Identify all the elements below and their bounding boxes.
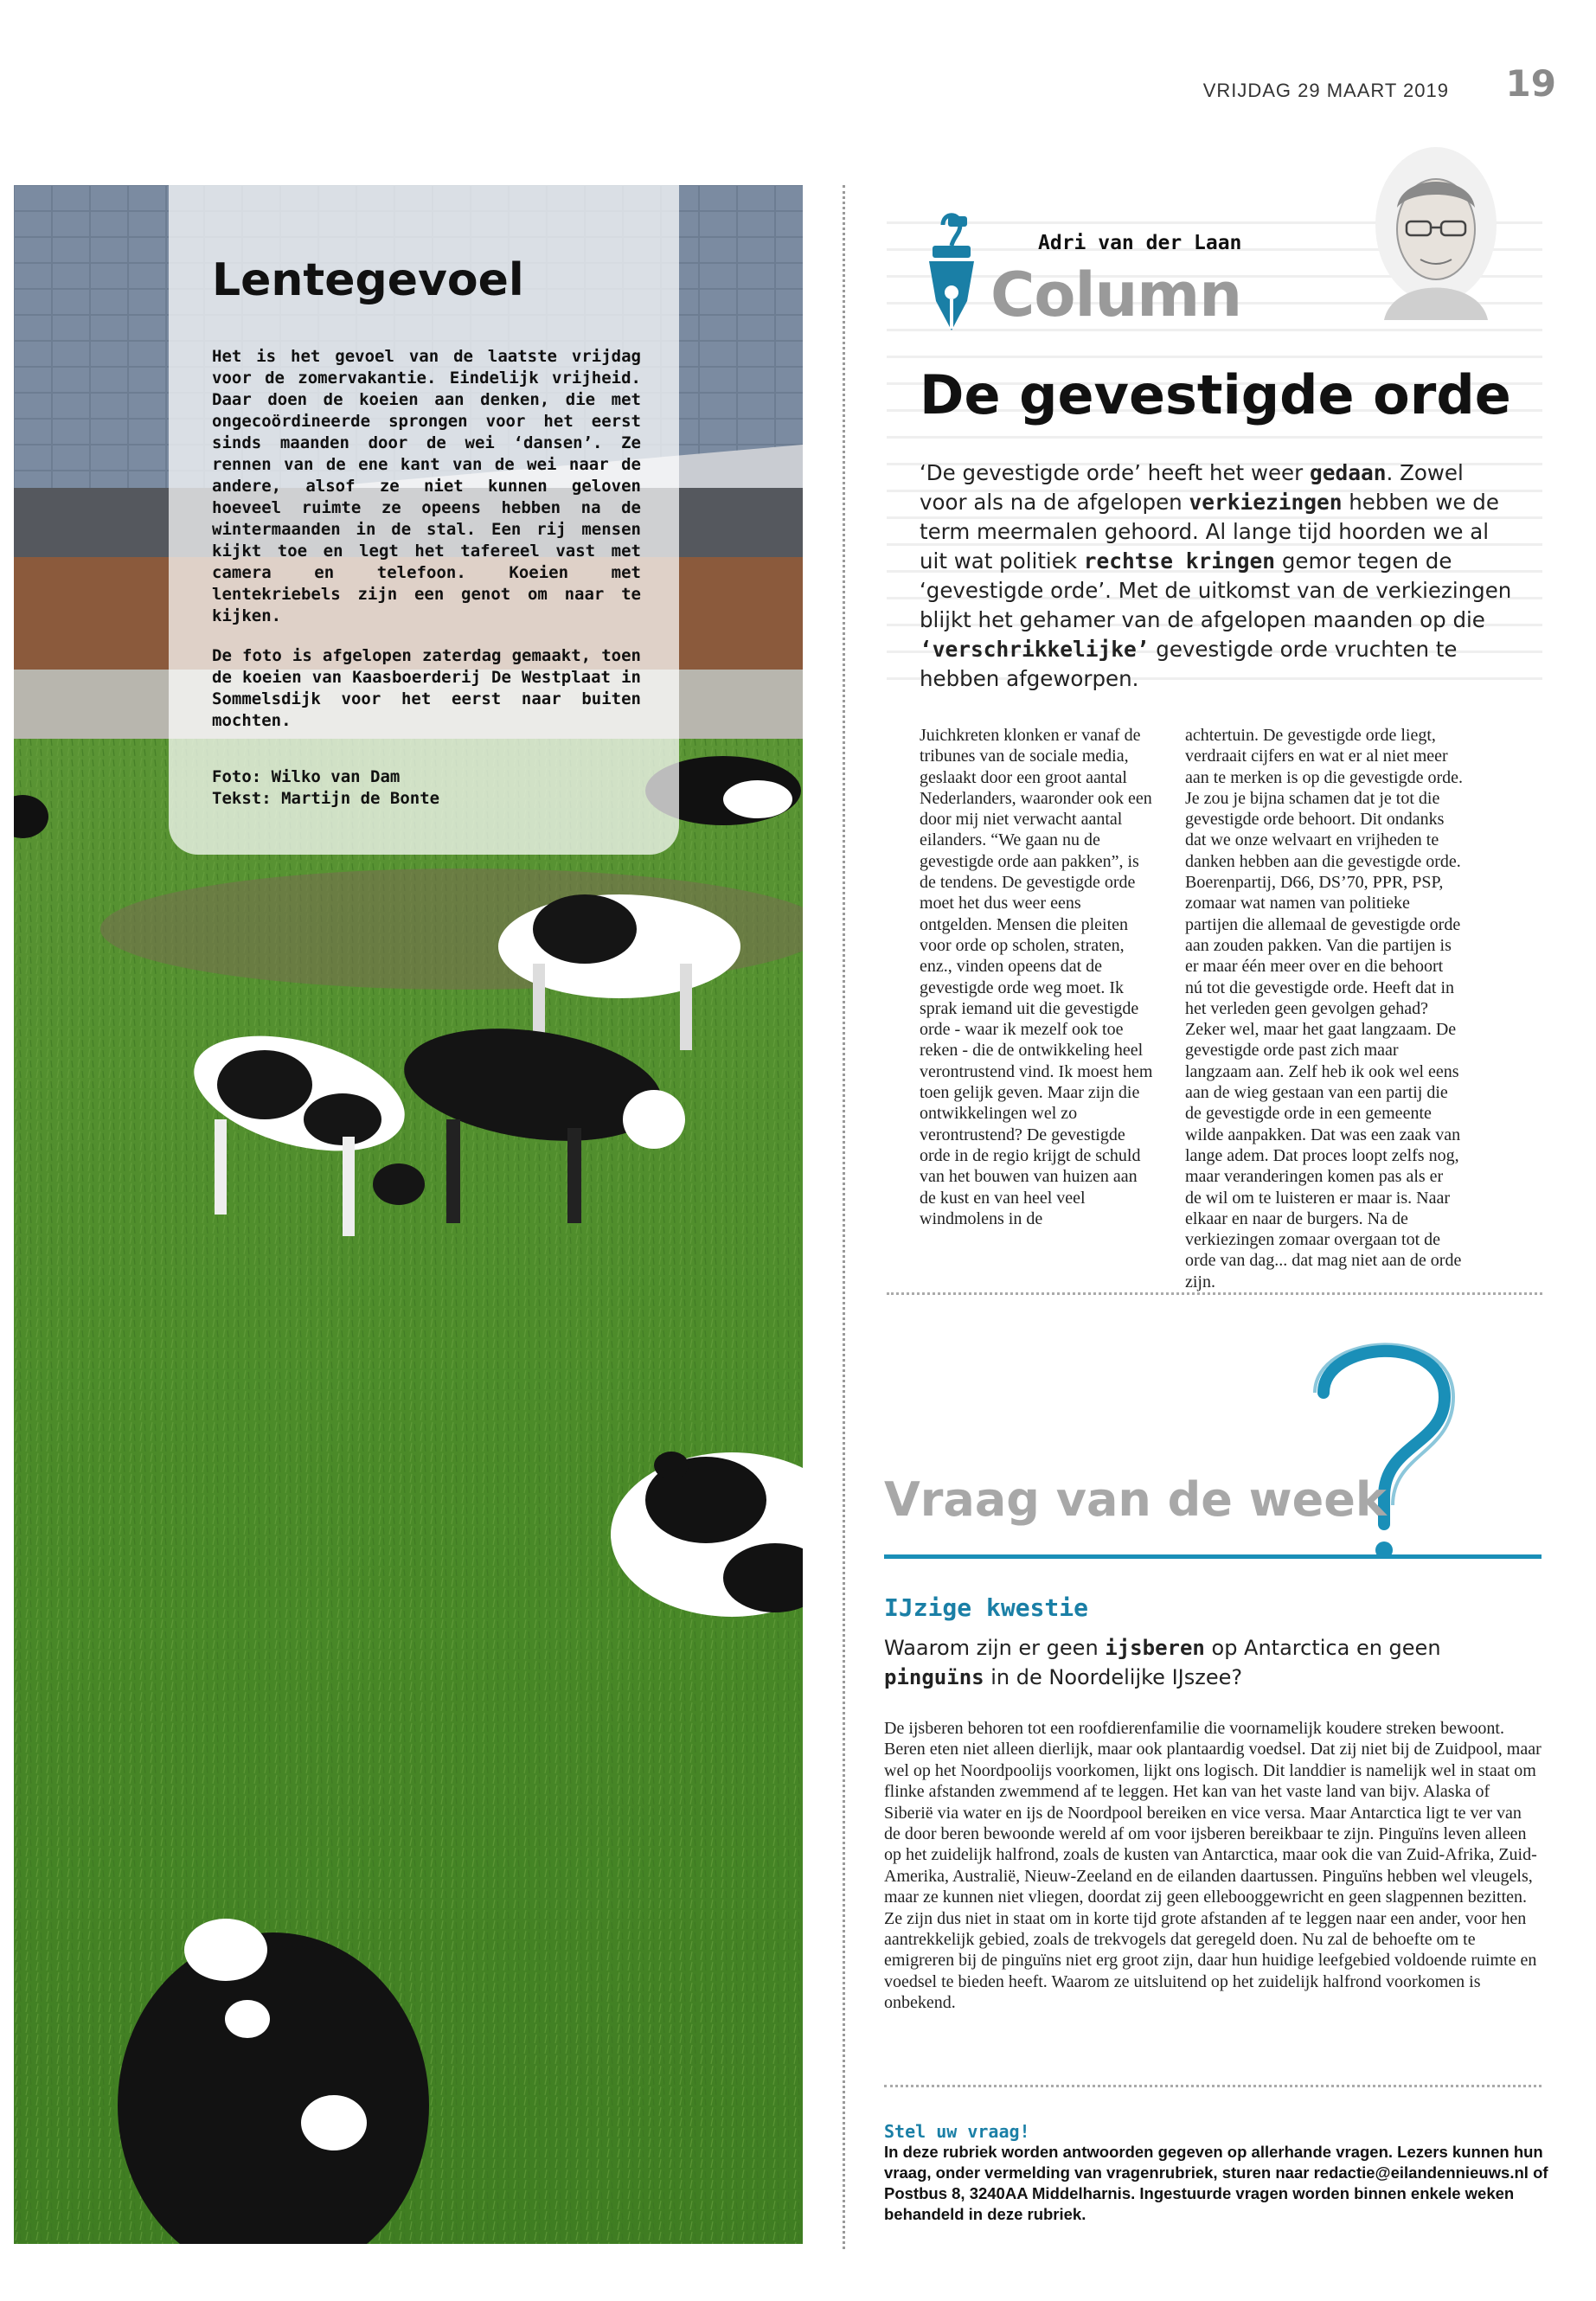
caption-body: Het is het gevoel van de laatste vrijdag voor de zomervakantie. Eindelijk vrijheid. Daar doen de koeien aan denken, die met ongecoördineerde sprongen voor het eerst sinds maanden door de wei ‘dansen’. Ze rennen van de ene kant van de wei naar de andere, alsof ze niet kunnen geloven hoeveel ruimte ze opeens hebben na de wintermaanden in de stal. Een rij mensen kijkt toe en legt het tafereel vast met camera en telefoon. Koeien met lentekriebels zijn een genot om naar te kijken. bbox=[212, 347, 641, 625]
question-segment: op Antarctica en geen bbox=[1204, 1636, 1441, 1660]
text-credit: Tekst: Martijn de Bonte bbox=[212, 789, 440, 808]
intro-bold: verkiezingen bbox=[1189, 490, 1343, 515]
intro-segment: gevestigde orde vruchten te hebben afgeworpen. bbox=[920, 637, 1458, 691]
header-date: VRIJDAG 29 MAART 2019 bbox=[1202, 80, 1449, 101]
question-mark-icon bbox=[1289, 1324, 1471, 1569]
pen-nib-icon bbox=[917, 208, 986, 341]
intro-segment: gemor tegen de ‘gevestigde orde’. Met de uitkomst van de verkiezingen blijkt het gehamer van de afgelopen maanden op die bbox=[920, 548, 1512, 632]
question-bold: ijsberen bbox=[1105, 1636, 1205, 1660]
column-bottom-rule bbox=[887, 1292, 1542, 1295]
page-number: 19 bbox=[1505, 62, 1556, 105]
vraag-section-title: Vraag van de week bbox=[884, 1472, 1387, 1527]
vraag-underline bbox=[884, 1554, 1542, 1559]
question-segment: in de Noordelijke IJszee? bbox=[984, 1665, 1243, 1689]
vraag-question bbox=[884, 1633, 1542, 1692]
column-author: Adri van der Laan bbox=[1038, 232, 1242, 254]
intro-bold: rechtse kringen bbox=[1083, 548, 1276, 574]
author-portrait bbox=[1358, 138, 1514, 332]
column-divider bbox=[843, 185, 845, 2249]
column-body-left: Juichkreten klonken er vanaf de tribunes van de sociale media, geslaakt door een groot aantal Nederlanders, waaronder ook een door mij niet verwacht aantal eilanders. “We gaan nu de gevestigde orde aan pakken”, is de tendens. De gevestigde orde moet het dus weer eens ontgelden. Mensen die pleiten voor orde op scholen, straten, enz., vinden opeens dat de gevestigde orde weg moet. Ik sprak iemand uit die gevestigde orde - waar ik mezelf ook toe reken - die de ontwikkeling heel verontrustend vind. Ik moest hem toen gelijk geven. Maar zijn die ontwikkelingen wel zo verontrustend? De gevestigde orde in de regio krijgt de schuld van het bouwen van huizen aan de kust en van heel veel windmolens in de bbox=[920, 726, 1153, 1228]
column-body-right: achtertuin. De gevestigde orde liegt, verdraait cijfers en wat er al niet meer aan te merken is op die gevestigde orde. Je zou je bijna schamen dat je tot die gevestigde orde behoort. Dit ondanks dat we onze welvaart en vrijheden te danken hebben aan die gevestigde orde. Boerenpartij, D66, DS’70, PPR, PSP, zomaar wat namen van politieke partijen die allemaal de gevestigde orde aan zouden pakken. Van die partijen is er maar één meer over en die behoort nú tot die gevestigde orde. Heeft dat in het verleden geen gevolgen gehad? Zeker wel, maar het gaat langzaam. De gevestigde orde past zich maar langzaam aan. Zelf heb ik ook wel eens aan de wieg gestaan van een partij die de gevestigde orde in een gemeente wilde aanpakken. Dat was een zaak van lange adem. Dat proces loopt zelfs nog, maar veranderingen komen pas als er de wil om te luisteren er maar is. Naar elkaar en naar de burgers. Na de verkiezingen zomaar overgaan tot de orde van dag... dat mag niet aan de orde zijn. bbox=[1185, 726, 1463, 1292]
photo-caption-box bbox=[169, 185, 679, 855]
intro-segment: . Zowel voor als na de afgelopen bbox=[920, 460, 1464, 515]
column-label: Column bbox=[990, 260, 1242, 330]
intro-segment: hebben we de term meermalen gehoord. Al lange tijd hoorden we al uit wat politiek bbox=[920, 490, 1499, 574]
question-bold: pinguïns bbox=[884, 1665, 984, 1689]
caption-title: Lentegevoel bbox=[212, 254, 524, 306]
caption-credits bbox=[212, 766, 641, 810]
column-title: De gevestigde orde bbox=[920, 363, 1511, 426]
vraag-answer: De ijsberen behoren tot een roofdierenfamilie die voornamelijk koudere streken bewoont. Beren eten niet alleen dierlijk, maar ook plantaardig voedsel. Dat zij niet bij de Zuidpool, maar wel op het Noordpoolijs voorkomen, lijkt ons logisch. Dit landdier is namelijk wel in staat om flinke afstanden zwemmend af te leggen. Het kan van het vaste land van bijv. Alaska of Siberië via water en ijs de Noordpool bereiken en vice versa. Maar Antarctica ligt te ver van de door beren bewoonde wereld af om voor ijsberen bereikbaar te zijn. Pinguïns leven alleen op het zuidelijk halfrond, zoals de kusten van Antarctica, maar ook die van Zuid-Afrika, Zuid-Amerika, Australië, Nieuw-Zeeland en de eilanden daartussen. Pinguïns hebben wel vleugels, maar ze kunnen niet vliegen, doordat zij geen ellebooggewricht en geen slagpennen bezitten. Ze zijn dus niet in staat om in korte tijd grote afstanden af te leggen naar een ander, voor hen aantrekkelijk gebied, zoals de trekvogels dat geregeld doen. Nu zal de behoefte om te emigreren bij de pinguïns niet erg groot zijn, daar hun huidige leefgebied voldoende ruimte en voedsel te bieden heeft. Waarom ze uitsluitend op het zuidelijk halfrond voorkomen is onbekend. bbox=[884, 1719, 1542, 2013]
caption-body-2: De foto is afgelopen zaterdag gemaakt, toen de koeien van Kaasboerderij De Westplaat in Sommelsdijk voor het eerst naar buiten mochten. bbox=[212, 646, 641, 730]
column-intro bbox=[920, 458, 1516, 694]
photo-credit: Foto: Wilko van Dam bbox=[212, 767, 401, 786]
stel-uw-vraag-text: In deze rubriek worden antwoorden gegeven op allerhande vragen. Lezers kunnen hun vraag, onder vermelding van vragenrubriek, sturen naar redactie@eilandennieuws.nl of Postbus 8, 3240AA Middelharnis. Ingestuurde vragen worden binnen enkele weken behandeld in deze rubriek. bbox=[884, 2143, 1548, 2223]
stel-uw-vraag-label: Stel uw vraag! bbox=[884, 2121, 1030, 2142]
intro-segment: ‘De gevestigde orde’ heeft het weer bbox=[920, 460, 1310, 485]
vraag-subtitle: IJzige kwestie bbox=[884, 1593, 1089, 1622]
question-segment: Waarom zijn er geen bbox=[884, 1636, 1106, 1660]
intro-bold: ‘verschrikkelijke’ bbox=[920, 637, 1150, 662]
intro-bold: gedaan bbox=[1310, 460, 1387, 485]
answer-bottom-rule bbox=[884, 2085, 1542, 2087]
